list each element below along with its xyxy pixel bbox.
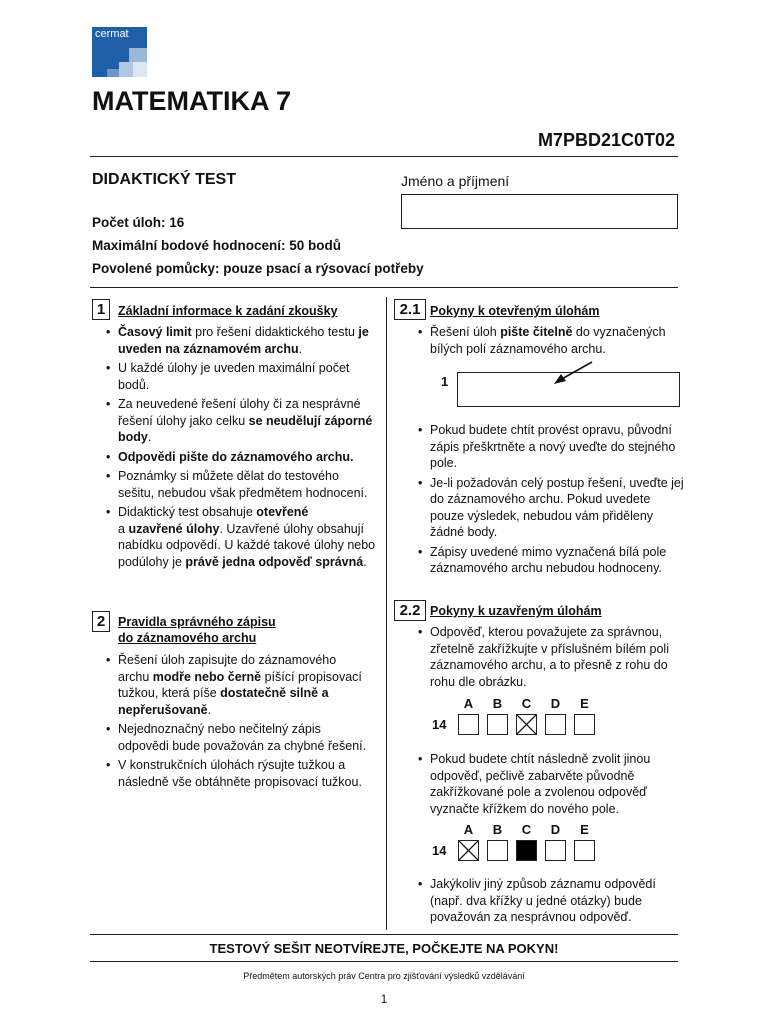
section-2-2-list-a bbox=[418, 624, 686, 693]
divider bbox=[90, 156, 678, 157]
example-task-label: 14 bbox=[432, 843, 447, 858]
example-open-label: 1 bbox=[441, 374, 449, 389]
section-2-number: 2 bbox=[92, 611, 110, 632]
divider bbox=[90, 961, 678, 962]
list-item: • Pokud budete chtít následně zvolit jinou odpověď, pečlivě zabarvěte původně zakřížkované pole a zvolenou odpověď vyznačte křížkem do nového pole. bbox=[418, 751, 686, 817]
list-item: • Pokud budete chtít provést opravu, původní zápis přeškrtněte a nový uveďte do stejného pole. bbox=[418, 422, 686, 472]
checkbox-c bbox=[516, 714, 537, 735]
divider bbox=[90, 287, 678, 288]
option-letter-a: A bbox=[463, 696, 474, 711]
option-letter-b: B bbox=[492, 822, 503, 837]
page-number: 1 bbox=[380, 992, 388, 1006]
list-item: • Odpověď, kterou považujete za správnou, zřetelně zakřížkujte v příslušném bílém poli záznamového archu, a to přesně z rohu do rohu dle obrázku. bbox=[418, 624, 686, 690]
section-2-1-title: Pokyny k otevřeným úlohám bbox=[430, 304, 600, 318]
list-item: • Řešení úloh zapisujte do záznamového archu modře nebo černě píšící propisovací tužkou, která píše dostatečně silně a nepřerušovaně. bbox=[106, 652, 368, 718]
max-score: Maximální bodové hodnocení: 50 bodů bbox=[92, 238, 342, 253]
test-type: DIDAKTICKÝ TEST bbox=[92, 171, 236, 188]
checkbox-c bbox=[516, 840, 537, 861]
checkbox-a bbox=[458, 714, 479, 735]
option-letter-a: A bbox=[463, 822, 474, 837]
section-2-2-title: Pokyny k uzavřeným úlohám bbox=[430, 604, 602, 618]
section-1-list bbox=[106, 324, 376, 573]
test-code: M7PBD21C0T02 bbox=[537, 130, 675, 150]
cross-icon bbox=[459, 841, 478, 860]
section-2-list bbox=[106, 652, 368, 793]
cermat-logo bbox=[92, 27, 147, 77]
option-letter-d: D bbox=[550, 822, 561, 837]
list-item: • Časový limit pro řešení didaktického testu je uveden na záznamovém archu. bbox=[106, 324, 376, 357]
option-letter-c: C bbox=[521, 822, 532, 837]
section-2-2-number: 2.2 bbox=[394, 600, 426, 621]
footer-notice: TESTOVÝ SEŠIT NEOTVÍREJTE, POČKEJTE NA POKYN! bbox=[209, 941, 559, 956]
list-item: • Nejednoznačný nebo nečitelný zápis odpovědi bude považován za chybné řešení. bbox=[106, 721, 368, 754]
section-1-number: 1 bbox=[92, 299, 110, 320]
allowed-tools: Povolené pomůcky: pouze psací a rýsovací potřeby bbox=[92, 261, 424, 276]
section-2-title-line1: Pravidla správného zápisu bbox=[118, 615, 276, 629]
checkbox-d bbox=[545, 840, 566, 861]
section-1-title: Základní informace k zadání zkoušky bbox=[118, 304, 338, 318]
checkbox-a bbox=[458, 840, 479, 861]
section-2-1-list-b bbox=[418, 422, 686, 580]
list-item: • V konstrukčních úlohách rýsujte tužkou a následně vše obtáhněte propisovací tužkou. bbox=[106, 757, 368, 790]
option-letter-c: C bbox=[521, 696, 532, 711]
list-item: • U každé úlohy je uveden maximální počet bodů. bbox=[106, 360, 376, 393]
checkbox-d bbox=[545, 714, 566, 735]
copyright-text: Předmětem autorských práv Centra pro zjišťování výsledků vzdělávání bbox=[243, 971, 525, 981]
checkbox-e bbox=[574, 714, 595, 735]
option-letter-e: E bbox=[580, 696, 589, 711]
list-item: • Poznámky si můžete dělat do testového sešitu, nebudou však předmětem hodnocení. bbox=[106, 468, 376, 501]
section-2-2-list-c bbox=[418, 876, 686, 929]
option-letter-e: E bbox=[580, 822, 589, 837]
section-2-title-line2: do záznamového archu bbox=[118, 631, 257, 645]
checkbox-b bbox=[487, 714, 508, 735]
section-2-2-list-b bbox=[418, 751, 686, 820]
list-item: • Řešení úloh pište čitelně do vyznačených bílých polí záznamového archu. bbox=[418, 324, 686, 357]
section-2-1-list-a bbox=[418, 324, 686, 360]
logo-text: cermat bbox=[95, 28, 129, 40]
divider bbox=[90, 934, 678, 935]
column-divider bbox=[386, 297, 387, 930]
section-2-1-number: 2.1 bbox=[394, 299, 426, 320]
example-task-label: 14 bbox=[432, 717, 447, 732]
page-title: MATEMATIKA 7 bbox=[92, 86, 291, 116]
name-field[interactable] bbox=[401, 194, 678, 229]
option-letter-b: B bbox=[492, 696, 503, 711]
list-item: • Za neuvedené řešení úlohy či za nesprávné řešení úlohy jako celku se neudělují záporné body. bbox=[106, 396, 376, 446]
checkbox-b bbox=[487, 840, 508, 861]
task-count: Počet úloh: 16 bbox=[92, 215, 185, 230]
list-item: • Jakýkoliv jiný způsob záznamu odpovědí (např. dva křížky u jedné otázky) bude považován za nesprávnou odpověď. bbox=[418, 876, 686, 926]
list-item: • Je-li požadován celý postup řešení, uveďte jej do záznamového archu. Pokud uvedete pouze výsledek, nebudou vám přiděleny žádné body. bbox=[418, 475, 686, 541]
list-item: • Didaktický test obsahuje otevřené a uzavřené úlohy. Uzavřené úlohy obsahují nabídku odpovědí. U každé takové úlohy nebo podúlohy je právě jedna odpověď správná. bbox=[106, 504, 376, 570]
option-letter-d: D bbox=[550, 696, 561, 711]
list-item: • Zápisy uvedené mimo vyznačená bílá pole záznamového archu nebudou hodnoceny. bbox=[418, 544, 686, 577]
name-label: Jméno a příjmení bbox=[401, 173, 510, 189]
arrow-icon bbox=[550, 358, 600, 388]
cross-icon bbox=[517, 715, 536, 734]
list-item: • Odpovědi pište do záznamového archu. bbox=[106, 449, 376, 466]
checkbox-e bbox=[574, 840, 595, 861]
